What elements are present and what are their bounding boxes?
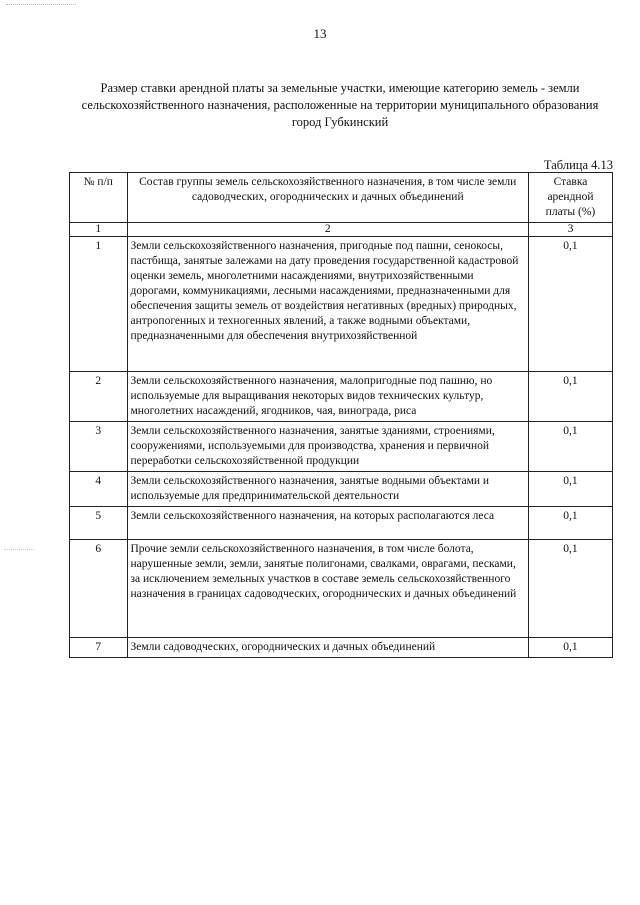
table-row [70, 372, 613, 422]
index-cell: 3 [528, 223, 612, 237]
row-description: Земли сельскохозяйственного назначения, на которых располагаются леса [127, 507, 528, 540]
table-header-row [70, 173, 613, 223]
header-rate: Ставка арендной платы (%) [528, 173, 612, 223]
table-row [70, 237, 613, 372]
page-number: 13 [313, 26, 327, 41]
row-description: Земли садоводческих, огороднических и дачных объединений [127, 638, 528, 658]
index-cell: 2 [127, 223, 528, 237]
row-number: 6 [70, 540, 128, 638]
row-description: Земли сельскохозяйственного назначения, занятые водными объектами и используемые для предпринимательской деятельности [127, 472, 528, 507]
row-rate: 0,1 [528, 422, 612, 472]
table-row [70, 540, 613, 638]
row-rate: 0,1 [528, 472, 612, 507]
row-description: Земли сельскохозяйственного назначения, пригодные под пашни, сенокосы, пастбища, занятые залежами на дату проведения государственной кадастровой оценки земель, многолетними насаждениями, внутрихозяйственными дорогами, коммуникациями, лесными насаждениями, предназначенными для обеспечения защиты земель от воздействия негативных (вредных) природных, антропогенных и техногенных явлений, а также водными объектами, предназначенными для обеспечения внутрихозяйственной [127, 237, 528, 372]
table-row [70, 472, 613, 507]
row-number: 5 [70, 507, 128, 540]
row-number: 7 [70, 638, 128, 658]
row-description: Земли сельскохозяйственного назначения, малопригодные под пашню, но используемые для выращивания некоторых видов технических культур, многолетних насаждений, ягодников, чая, винограда, риса [127, 372, 528, 422]
row-number: 3 [70, 422, 128, 472]
table-row [70, 638, 613, 658]
table-caption: Таблица 4.13 [543, 158, 613, 172]
row-rate: 0,1 [528, 540, 612, 638]
rates-table [69, 172, 613, 658]
header-number: № п/п [70, 173, 128, 223]
table-row [70, 422, 613, 472]
scan-artifact [6, 4, 76, 7]
table-row [70, 507, 613, 540]
row-rate: 0,1 [528, 237, 612, 372]
row-rate: 0,1 [528, 372, 612, 422]
row-rate: 0,1 [528, 507, 612, 540]
table-index-row [70, 223, 613, 237]
row-number: 1 [70, 237, 128, 372]
row-number: 2 [70, 372, 128, 422]
document-title: Размер ставки арендной платы за земельные участки, имеющие категорию земель - земли сельскохозяйственного назначения, расположенные на территории муниципального образования город Губкинский [81, 81, 599, 129]
header-description: Состав группы земель сельскохозяйственного назначения, в том числе земли садоводческих, огороднических и дачных объединений [127, 173, 528, 223]
scan-artifact-margin [4, 549, 34, 551]
row-description: Земли сельскохозяйственного назначения, занятые зданиями, строениями, сооружениями, используемыми для производства, хранения и первичной переработки сельскохозяйственной продукции [127, 422, 528, 472]
row-description: Прочие земли сельскохозяйственного назначения, в том числе болота, нарушенные земли, земли, занятые полигонами, свалками, оврагами, песками, за исключением земельных участков в составе земель сельскохозяйственного назначения в границах садоводческих, огороднических и дачных объединений [127, 540, 528, 638]
row-number: 4 [70, 472, 128, 507]
index-cell: 1 [70, 223, 128, 237]
row-rate: 0,1 [528, 638, 612, 658]
